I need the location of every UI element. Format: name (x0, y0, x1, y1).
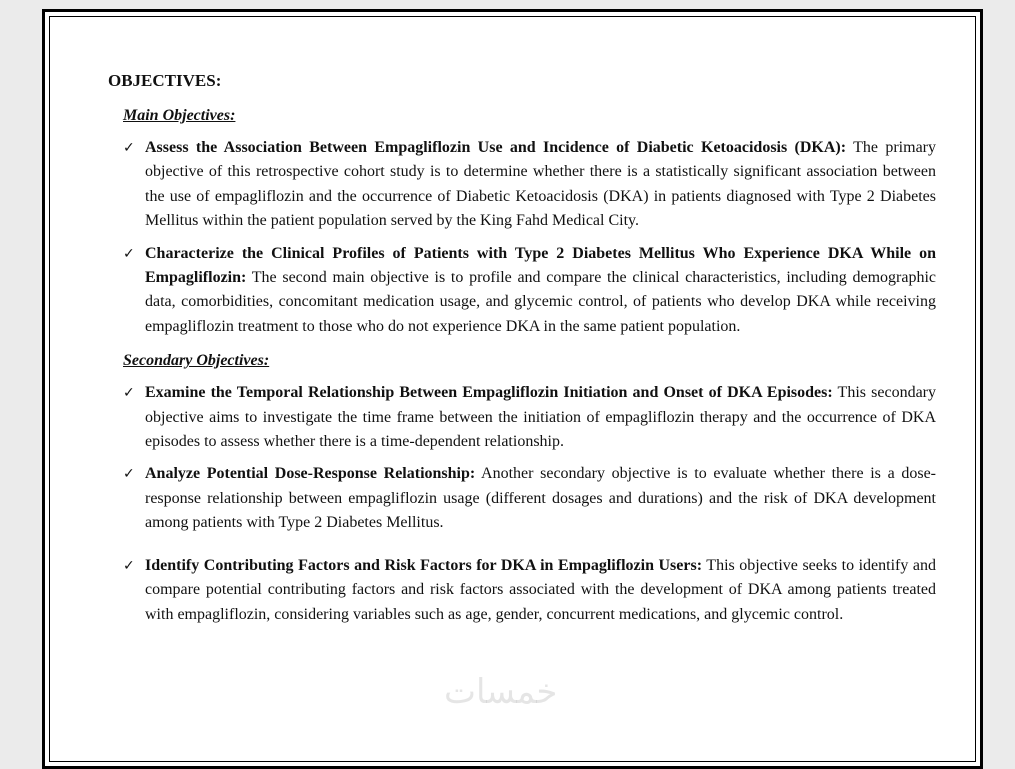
secondary-objective-item (108, 554, 936, 627)
objective-body: Another secondary objective is to evaluate whether there is a dose-response relationship between empagliflozin usage (different dosages and durations) and the risk of DKA development among patients with Type 2 Diabetes Mellitus. (145, 465, 936, 532)
objective-lead: Analyze Potential Dose-Response Relationship: (145, 465, 476, 483)
objective-body: This secondary objective aims to investigate the time frame between the initiation of empagliflozin therapy and the occurrence of DKA episodes to assess whether there is a time-dependent relationship. (145, 384, 936, 451)
checkmark-icon: ✓ (123, 140, 135, 156)
objective-lead: Examine the Temporal Relationship Between Empagliflozin Initiation and Onset of DKA Episodes: (145, 384, 833, 402)
objective-lead: Assess the Association Between Empagliflozin Use and Incidence of Diabetic Ketoacidosis (DKA): (145, 139, 847, 156)
watermark-logo: خمسات (444, 672, 558, 712)
objective-body: The primary objective of this retrospective cohort study is to determine whether there is a statistically significant association between the use of empagliflozin and the occurrence of Diabetic Ketoacidosis (DKA) in patients diagnosed with Type 2 Diabetes Mellitus within the patient population served by the King Fahd Medical City. (145, 139, 936, 230)
secondary-objectives-heading: Secondary Objectives: (123, 352, 270, 370)
main-objective-item (108, 136, 936, 234)
objective-body: This objective seeks to identify and compare potential contributing factors and risk factors associated with the development of DKA among patients treated with empagliflozin, considering variables such as age, gender, concurrent medications, and glycemic control. (145, 556, 937, 623)
secondary-objective-item (108, 381, 936, 454)
main-objective-item (108, 242, 936, 340)
objective-body: The second main objective is to profile and compare the clinical characteristics, including demographic data, comorbidities, concomitant medication usage, and glycemic control, of patients who develop DKA while receiving empagliflozin treatment to those who do not experience DKA in the same patient population. (145, 269, 936, 335)
main-objectives-heading: Main Objectives: (123, 107, 236, 124)
checkmark-icon: ✓ (123, 385, 135, 402)
document-page (42, 9, 983, 769)
secondary-objective-item (108, 462, 936, 535)
objective-lead: Characterize the Clinical Profiles of Patients with Type 2 Diabetes Mellitus Who Experience DKA While on Empagliflozin: (145, 244, 936, 287)
checkmark-icon: ✓ (123, 466, 135, 483)
checkmark-icon: ✓ (123, 557, 135, 574)
document-content (108, 68, 936, 627)
objectives-heading: OBJECTIVES: (108, 71, 222, 90)
checkmark-icon: ✓ (123, 245, 135, 262)
objective-lead: Identify Contributing Factors and Risk Factors for DKA in Empagliflozin Users: (145, 556, 703, 574)
